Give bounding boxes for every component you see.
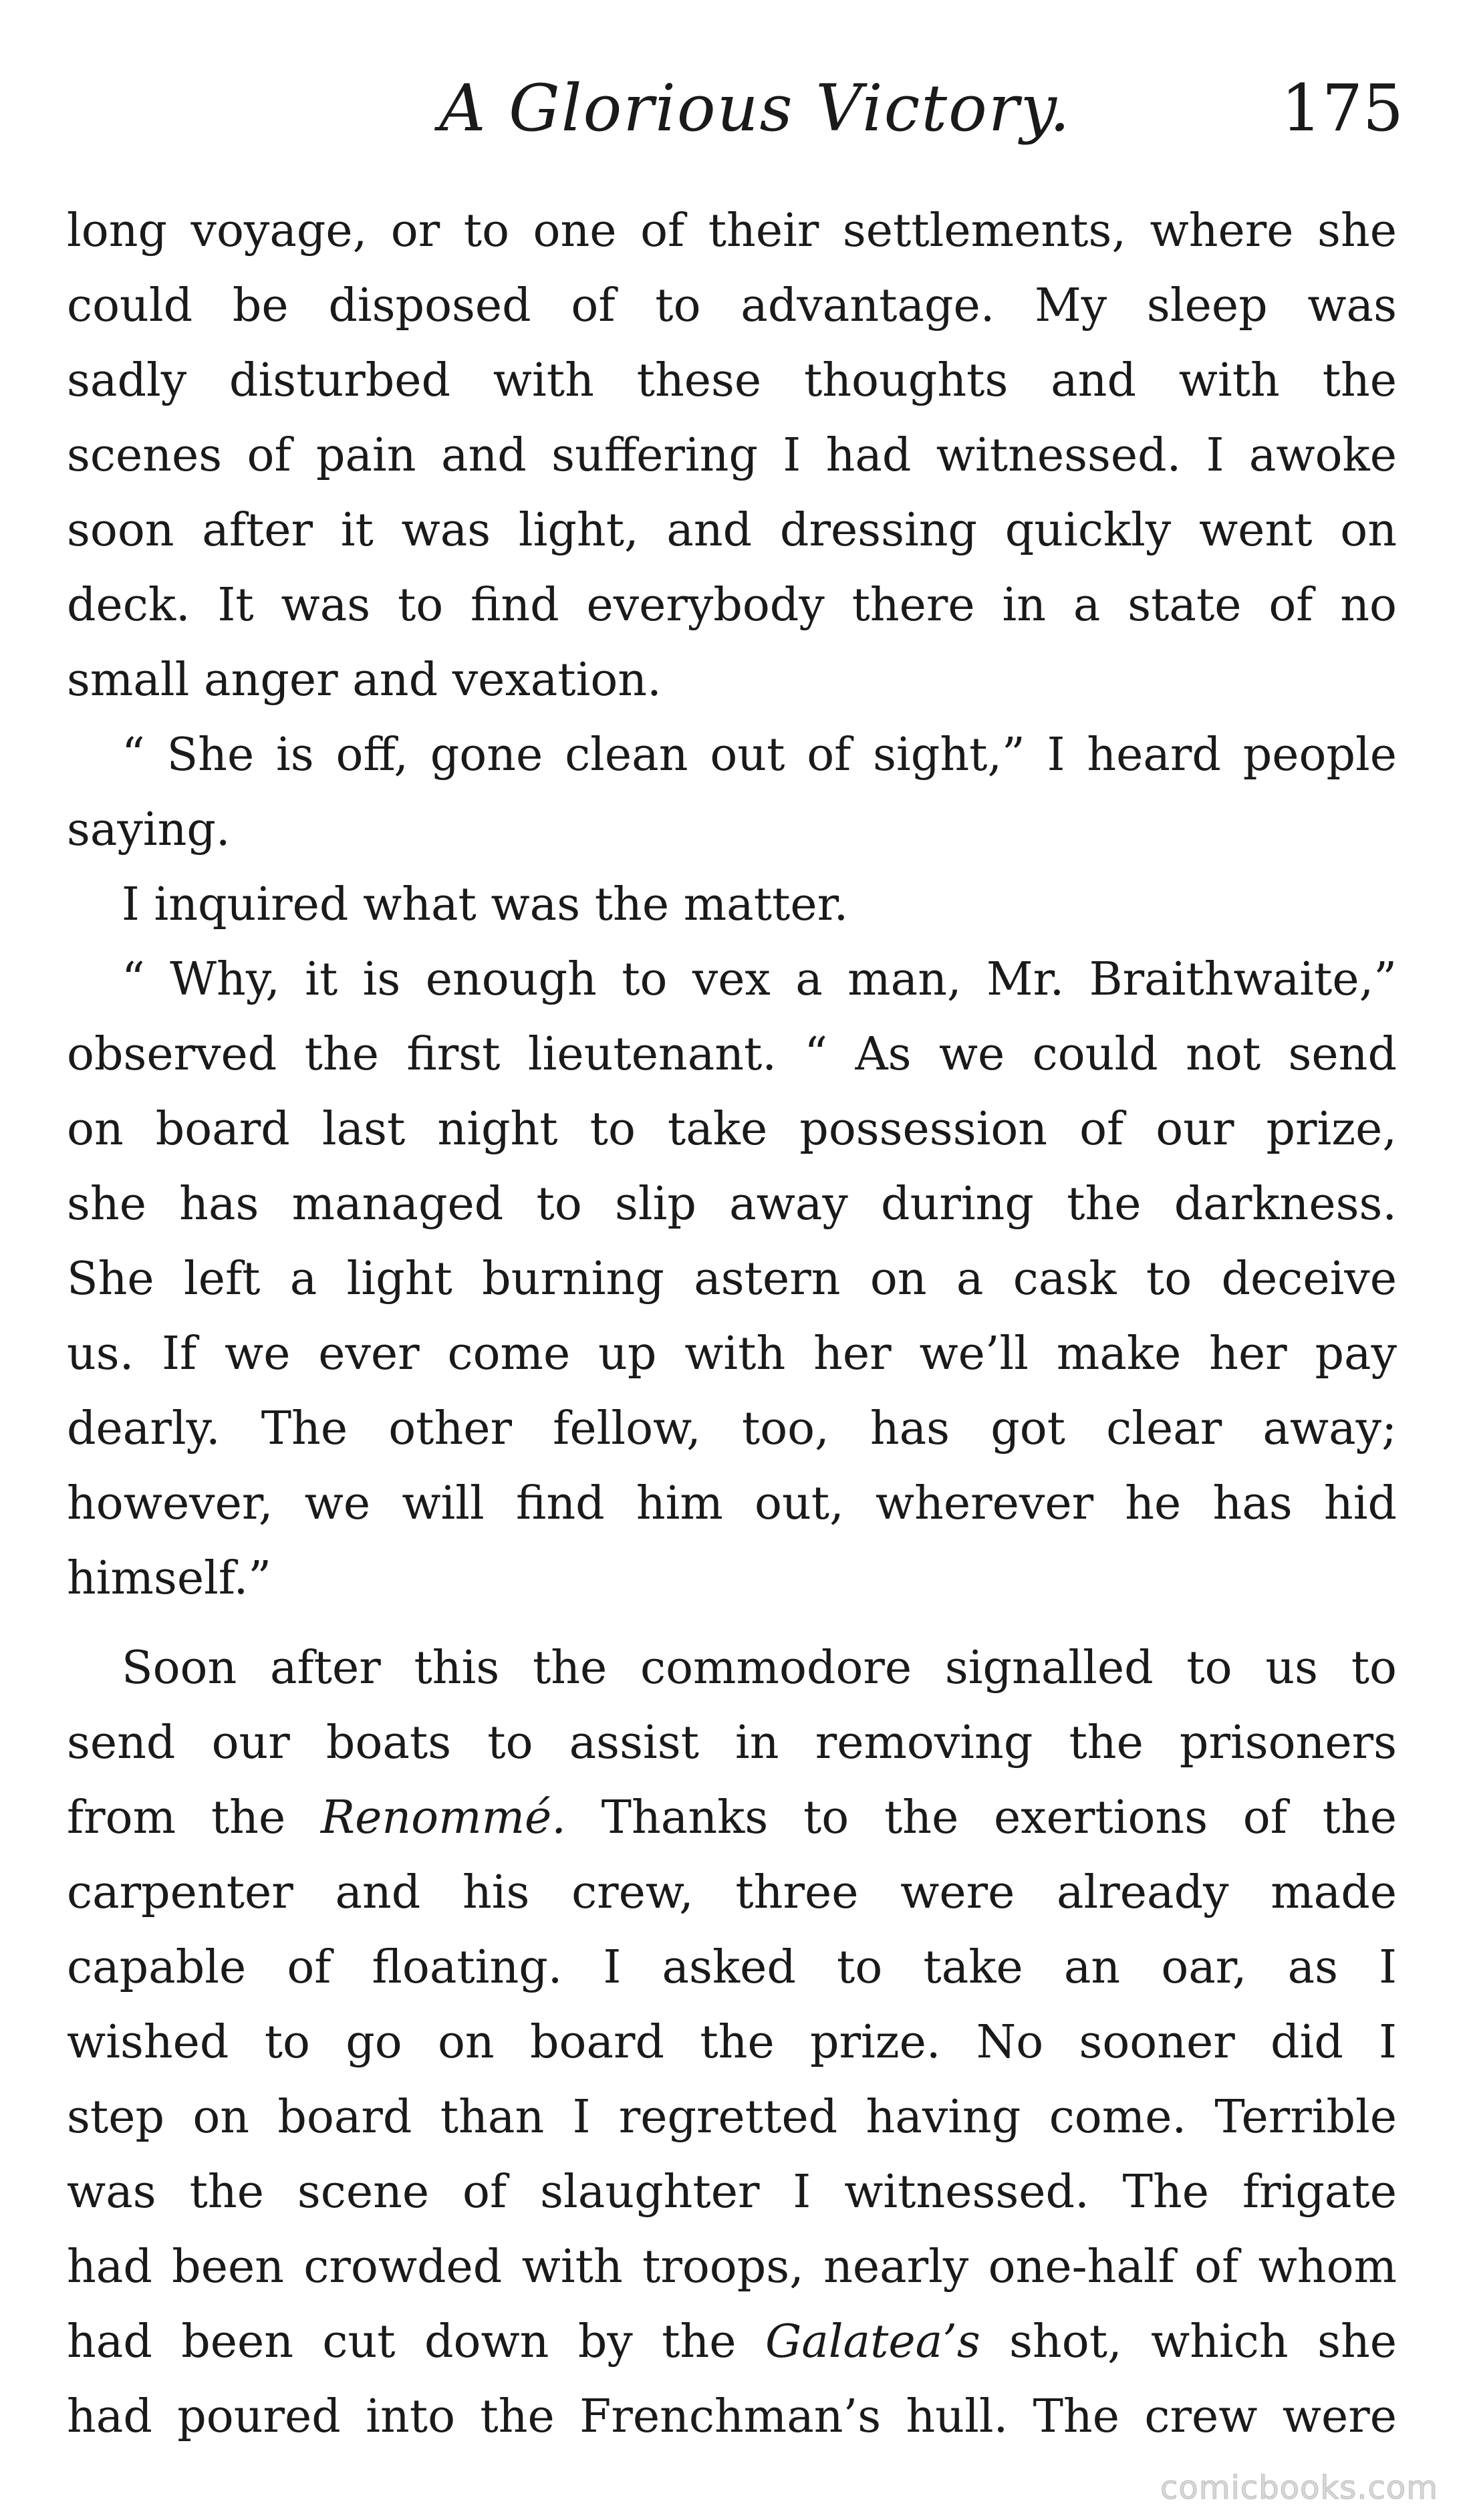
body-text [67, 194, 1397, 2454]
watermark: comicbooks.com [1160, 2469, 1438, 2507]
paragraph-1 [67, 194, 1397, 718]
text-line: had poured into the Frenchman’s hull. The crew were [67, 2390, 1397, 2443]
paragraph-4 [67, 942, 1397, 1616]
text-line: She left a light burning astern on a cask to deceive [67, 1253, 1397, 1305]
text-line: had been crowded with troops, nearly one-half of whom [67, 2241, 1397, 2293]
text-line: she has managed to slip away during the darkness. [67, 1178, 1397, 1231]
ship-name-galatea: Galatea’s [765, 2315, 980, 2368]
paragraph-3 [67, 868, 1397, 942]
text-line: observed the first lieutenant. “ As we could not send [67, 1028, 1397, 1081]
text-line: capable of floating. I asked to take an oar, as I [67, 1941, 1397, 1994]
text-line: us. If we ever come up with her we’ll make her pay [67, 1328, 1397, 1380]
text-line: himself.” [67, 1552, 272, 1605]
paragraph-2 [67, 718, 1397, 868]
ship-name-renomme: Renommé. [320, 1791, 566, 1844]
text-line: long voyage, or to one of their settlements, where she [67, 205, 1397, 257]
text-line-mixed [67, 1781, 1397, 1856]
text-line: wished to go on board the prize. No sooner did I [67, 2016, 1397, 2069]
running-head [67, 61, 1404, 155]
text-line: step on board than I regretted having come. Terrible [67, 2091, 1397, 2144]
page-number: 175 [1281, 71, 1404, 146]
text-line: however, we will find him out, wherever he has hid [67, 1477, 1397, 1530]
text-line-mixed [67, 2305, 1397, 2380]
text-line: saying. [67, 803, 231, 856]
text-line: Soon after this the commodore signalled to us to [122, 1642, 1397, 1694]
text-segment: Thanks to the exertions of the [601, 1791, 1397, 1844]
text-line: could be disposed of to advantage. My sleep was [67, 279, 1397, 332]
text-line: scenes of pain and suffering I had witnessed. I awoke [67, 429, 1397, 482]
text-segment: had been cut down by the [67, 2315, 737, 2368]
text-line: “ She is off, gone clean out of sight,” I heard people [122, 729, 1397, 781]
text-line: sadly disturbed with these thoughts and with the [67, 354, 1397, 407]
text-line: deck. It was to find everybody there in a state of no [67, 579, 1397, 632]
paragraph-5 [67, 1631, 1397, 2454]
text-line: “ Why, it is enough to vex a man, Mr. Braithwaite,” [122, 953, 1397, 1006]
text-line: send our boats to assist in removing the prisoners [67, 1717, 1397, 1769]
paragraph-spacer [67, 1616, 1397, 1631]
text-segment: from the [67, 1791, 286, 1844]
text-line: soon after it was light, and dressing quickly went on [67, 504, 1397, 557]
text-line: carpenter and his crew, three were already made [67, 1866, 1397, 1919]
text-line: was the scene of slaughter I witnessed. The frigate [67, 2166, 1397, 2219]
running-title: A Glorious Victory. [439, 71, 1071, 146]
text-line: on board last night to take possession of our prize, [67, 1103, 1397, 1156]
text-line: I inquired what was the matter. [122, 878, 849, 931]
text-line: small anger and vexation. [67, 654, 662, 707]
text-segment: shot, which she [1009, 2315, 1397, 2368]
text-line: dearly. The other fellow, too, has got clear away; [67, 1402, 1397, 1455]
